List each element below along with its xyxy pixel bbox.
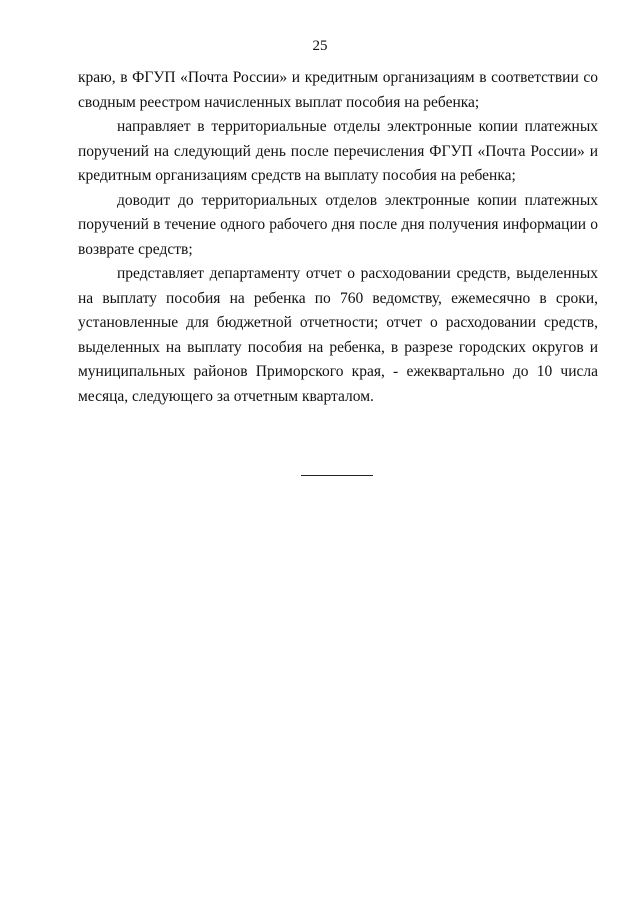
page-number: 25 (312, 38, 328, 54)
paragraph-return-of-funds: доводит до территориальных отделов электронные копии платежных поручений в течение одного рабочего дня после дня получения информации о возврате средств; (78, 191, 598, 258)
document-body (78, 66, 598, 409)
paragraph-electronic-copies: направляет в территориальные отделы электронные копии платежных поручений на следующий день после перечисления ФГУП «Почта России» и кредитным организациям средств на выплату пособия на ребенка; (78, 118, 598, 184)
paragraph-reporting: представляет департаменту отчет о расходовании средств, выделенных на выплату пособия на ребенка по 760 ведомству, ежемесячно в сроки, установленные для бюджетной отчетности; отчет о расходовании средств, выделенных на выплату пособия на ребенка, в разрезе городских округов и муниципальных районов Приморского края, - ежеквартально до 10 числа месяца, следующего за отчетным кварталом. (78, 265, 598, 405)
closing-rule (301, 475, 373, 476)
paragraph-continuation: краю, в ФГУП «Почта России» и кредитным организациям в соответствии со сводным реестром начисленных выплат пособия на ребенка; (78, 69, 598, 111)
